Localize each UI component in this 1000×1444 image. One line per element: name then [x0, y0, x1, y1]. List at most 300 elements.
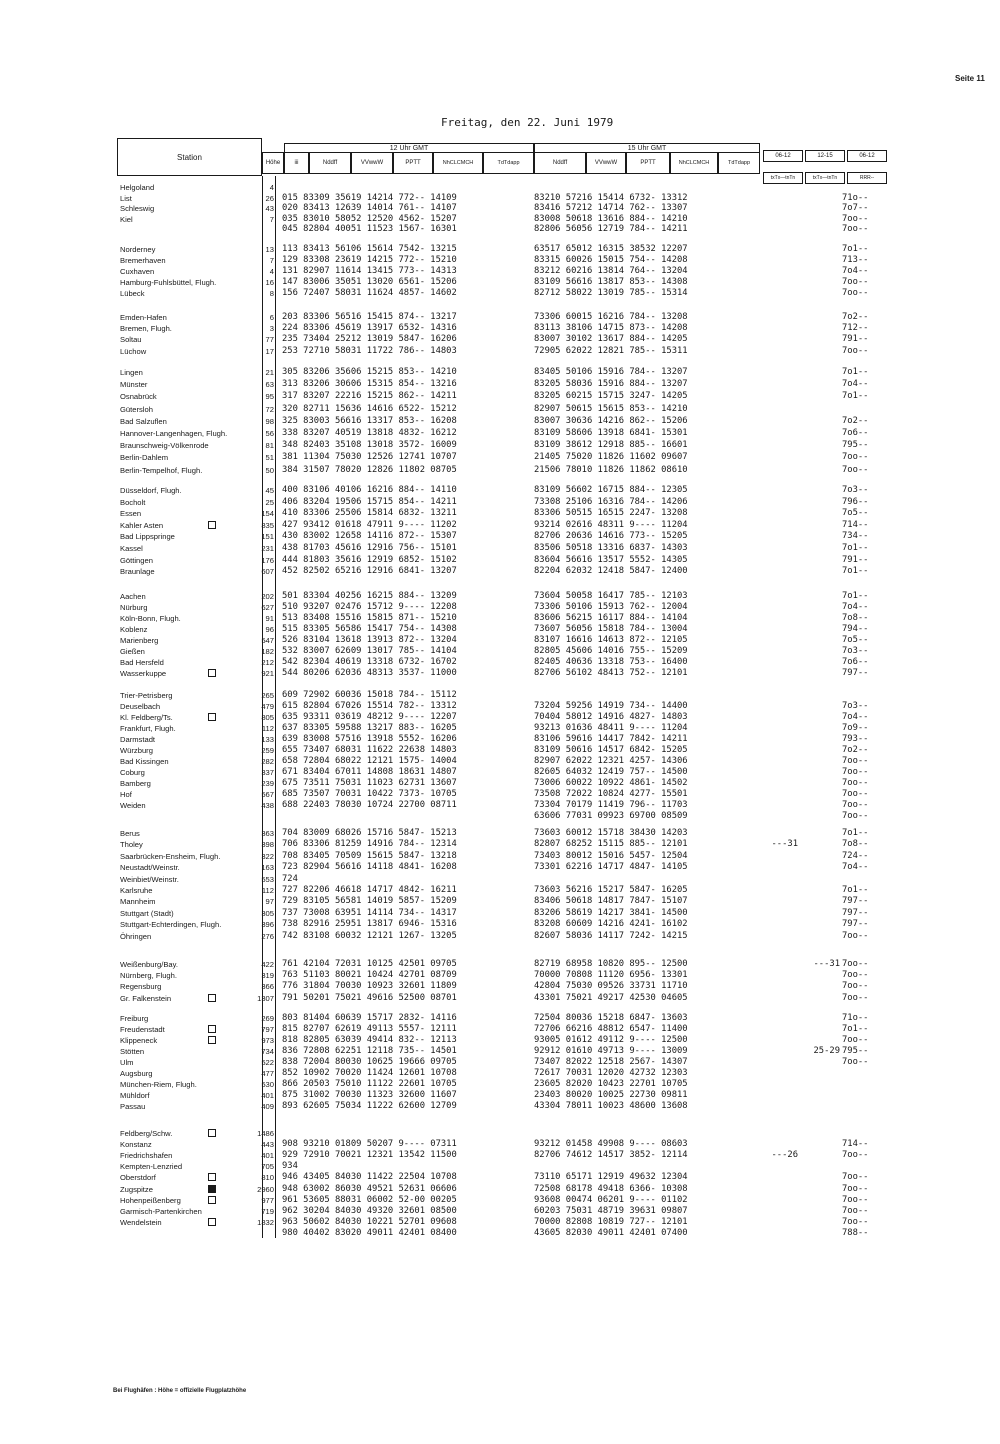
- cell-z: 714--: [842, 519, 869, 530]
- cell-z: 724--: [842, 850, 869, 861]
- cell-name: Emden-Hafen: [120, 313, 167, 322]
- table-row: [0, 1057, 1000, 1068]
- cell-name: Göttingen: [120, 555, 153, 565]
- cell-name: Öhringen: [120, 931, 152, 941]
- cell-obs15: 93214 02616 48311 9---- 11204: [534, 519, 688, 530]
- cell-name: Coburg: [120, 768, 145, 777]
- cell-name: Gütersloh: [120, 404, 153, 414]
- cell-obs15: 73301 62216 14717 4847- 14105: [534, 862, 688, 873]
- cell-obs15: 83210 57216 15414 6732- 13312: [534, 192, 688, 203]
- cell-obs15: 70000 82808 10819 727-- 12101: [534, 1216, 688, 1227]
- cell-obs12: 203 83306 56516 15415 874-- 13217: [282, 312, 457, 322]
- cell-height: 282: [261, 757, 274, 766]
- cell-name: Norderney: [120, 245, 156, 254]
- cell-name: Friedrichshafen: [120, 1151, 173, 1161]
- cell-obs12: 776 31804 70030 10923 32601 11809: [282, 981, 457, 992]
- cell-height: 96: [265, 625, 274, 634]
- cell-z: 7oo--: [842, 789, 869, 799]
- table-row: [0, 668, 1000, 679]
- cell-obs12: 836 72808 62251 12118 735-- 14501: [282, 1046, 457, 1056]
- cell-obs12: 384 31507 78020 12826 11802 08705: [282, 464, 457, 475]
- cell-height: 2960: [257, 1184, 274, 1194]
- cell-obs12: 313 83206 30606 15315 854-- 13216: [282, 379, 457, 390]
- cell-name: Mannheim: [120, 897, 156, 907]
- cell-name: Wasserkuppe: [120, 669, 167, 678]
- cell-obs12: 838 72004 80030 10625 19666 09705: [282, 1057, 457, 1067]
- cell-height: 17: [265, 346, 274, 356]
- cell-height: 396: [261, 920, 274, 930]
- cell-obs15: 83113 38106 14715 873-- 14208: [534, 323, 688, 334]
- cell-z: 7o1--: [842, 543, 869, 553]
- cell-height: 553: [261, 874, 274, 884]
- cell-obs12: 675 73511 75031 11023 62731 13607: [282, 778, 457, 788]
- cell-name: Deuselbach: [120, 702, 161, 711]
- cell-z: 7o5--: [842, 508, 869, 519]
- cell-name: Düsseldorf, Flugh.: [120, 486, 182, 495]
- cell-z: 7oo--: [842, 1205, 869, 1216]
- open-square-icon: [208, 1036, 216, 1044]
- cell-z: 797--: [842, 907, 869, 918]
- cell-height: 16: [265, 278, 274, 287]
- table-row: [0, 224, 1000, 235]
- table-row: [0, 896, 1000, 907]
- col-12-vvwww: VVwwW: [351, 152, 393, 174]
- cell-name: Essen: [120, 509, 142, 519]
- cell-name: Berlin-Dahlem: [120, 453, 169, 463]
- cell-obs12: 688 22403 78030 10724 22700 08711: [282, 800, 457, 810]
- table-row: [0, 862, 1000, 873]
- cell-obs15: 42804 75030 09526 33731 11710: [534, 981, 688, 992]
- cell-obs15: 82907 50615 15615 853-- 14210: [534, 403, 688, 414]
- cell-name: Garmisch-Partenkirchen: [120, 1206, 202, 1216]
- cell-obs15: 21506 78010 11826 11862 08610: [534, 464, 688, 475]
- cell-obs12: 515 83305 56586 15417 754-- 14308: [282, 624, 457, 634]
- cell-obs15: 23403 80020 10025 22730 09811: [534, 1090, 688, 1100]
- cell-obs12: 542 82304 40619 13318 6732- 16702: [282, 657, 457, 667]
- cell-z: 7oo--: [842, 767, 869, 777]
- cell-height: 56: [265, 429, 274, 438]
- cell-z: 7o6--: [842, 428, 869, 438]
- cell-name: Köln-Bonn, Flugh.: [120, 614, 181, 623]
- cell-obs12: 961 53605 88031 06002 52-00 00205: [282, 1194, 457, 1205]
- extra-bottom-1: txTx—tnTn: [763, 172, 803, 184]
- cell-height: 322: [261, 851, 274, 861]
- cell-z: 7o1--: [842, 566, 869, 577]
- cell-obs12: 338 83207 40519 13818 4832- 16212: [282, 428, 457, 438]
- cell-obs15: 93213 01636 48411 9---- 11204: [534, 723, 688, 733]
- cell-height: 133: [261, 735, 274, 744]
- col-15-dewpoint: TdTdapp: [718, 152, 760, 174]
- cell-z: 7o3--: [842, 701, 869, 711]
- cell-x: ---31: [771, 839, 798, 850]
- cell-height: 4: [269, 267, 274, 276]
- cell-obs12: 348 82403 35108 13018 3572- 16009: [282, 440, 457, 451]
- cell-y: 25-29: [813, 1046, 840, 1056]
- cell-obs15: 43605 82030 49011 42401 07400: [534, 1227, 688, 1238]
- cell-z: 7o9--: [842, 723, 869, 733]
- table-row: [0, 416, 1000, 427]
- cell-obs12: 526 83104 13618 13913 872-- 13204: [282, 635, 457, 645]
- cell-obs15: 83205 60215 15715 3247- 14205: [534, 391, 688, 402]
- cell-name: Schleswig: [120, 204, 155, 214]
- cell-obs12: 452 82502 65216 12916 6841- 13207: [282, 566, 457, 577]
- cell-obs15: 83606 56215 16117 884-- 14104: [534, 613, 688, 623]
- cell-height: 398: [261, 840, 274, 850]
- table-row: [0, 908, 1000, 919]
- cell-obs15: 93608 00474 06201 9---- 01102: [534, 1194, 688, 1205]
- cell-z: 7oo--: [842, 992, 869, 1003]
- table-row: [0, 993, 1000, 1004]
- cell-obs15: 83007 30636 14216 862-- 15206: [534, 415, 688, 426]
- cell-obs15: 73607 56056 15818 784-- 13004: [534, 624, 688, 634]
- cell-z: 7oo--: [842, 345, 869, 356]
- table-row: [0, 1228, 1000, 1239]
- extra-top-2: 12-15: [805, 150, 845, 162]
- cell-obs12: 704 83009 68026 15716 5847- 15213: [282, 828, 457, 838]
- cell-obs12: 639 83008 57516 13918 5552- 16206: [282, 734, 457, 744]
- cell-name: Marienberg: [120, 636, 159, 645]
- cell-obs15: 82706 20636 14616 773-- 15205: [534, 531, 688, 542]
- filled-square-icon: [208, 1185, 216, 1193]
- cell-obs15: 73508 72022 10824 4277- 15501: [534, 789, 688, 799]
- cell-obs15: 73403 80012 15016 5457- 12504: [534, 850, 688, 861]
- cell-name: Regensburg: [120, 982, 162, 992]
- cell-height: 98: [265, 416, 274, 426]
- cell-obs15: 73407 82022 12518 2567- 14307: [534, 1057, 688, 1067]
- cell-height: 1486: [257, 1129, 274, 1138]
- cell-height: 810: [261, 1173, 274, 1183]
- cell-height: 43: [265, 204, 274, 214]
- cell-obs12: 948 63002 86030 49521 52631 06606: [282, 1183, 457, 1194]
- cell-name: Gießen: [120, 647, 145, 656]
- cell-name: Bad Kissingen: [120, 757, 169, 766]
- cell-obs12: 962 30204 84030 49320 32601 08500: [282, 1205, 457, 1216]
- table-row: [0, 851, 1000, 862]
- cell-z: 7o7--: [842, 203, 869, 214]
- cell-obs15: 83506 50518 13316 6837- 14303: [534, 543, 688, 553]
- header-12-gmt: 12 Uhr GMT: [284, 143, 534, 153]
- table-row: [0, 428, 1000, 439]
- cell-z: 7o4--: [842, 602, 869, 612]
- cell-obs12: 742 83108 60032 12121 1267- 13205: [282, 930, 457, 941]
- cell-z: 7oo--: [842, 778, 869, 788]
- open-square-icon: [208, 1173, 216, 1181]
- cell-name: Aachen: [120, 592, 146, 601]
- cell-z: 7oo--: [842, 970, 869, 981]
- cell-z: 7o2--: [842, 312, 869, 322]
- cell-obs12: 147 83006 35051 13020 6561- 15206: [282, 277, 457, 287]
- cell-z: 7oo--: [842, 224, 869, 235]
- cell-z: 7oo--: [842, 1057, 869, 1067]
- cell-obs15: 82907 62022 12321 4257- 14306: [534, 756, 688, 766]
- cell-z: 7o2--: [842, 415, 869, 426]
- cell-z: 7o3--: [842, 485, 869, 495]
- cell-name: Saarbrücken-Ensheim, Flugh.: [120, 851, 221, 861]
- cell-height: 239: [261, 779, 274, 788]
- cell-obs12: 156 72407 58031 11624 4857- 14602: [282, 288, 457, 298]
- cell-obs12: 724: [282, 873, 298, 884]
- col-12-pptt: PPTT: [393, 152, 433, 174]
- cell-name: Nürnberg, Flugh.: [120, 971, 177, 981]
- cell-height: 477: [261, 1069, 274, 1078]
- cell-obs12: 852 10902 70020 11424 12601 10708: [282, 1068, 457, 1078]
- cell-height: 479: [261, 702, 274, 711]
- cell-height: 805: [261, 713, 274, 722]
- cell-name: Kiel: [120, 214, 133, 224]
- cell-height: 151: [261, 532, 274, 542]
- cell-z: 7o4--: [842, 379, 869, 390]
- cell-obs12: 224 83306 45619 13917 6532- 14316: [282, 323, 457, 334]
- cell-obs12: 320 82711 15636 14616 6522- 15212: [282, 403, 457, 414]
- cell-height: 567: [261, 790, 274, 799]
- table-row: [0, 885, 1000, 896]
- cell-height: 212: [261, 658, 274, 667]
- cell-height: 797: [261, 1025, 274, 1034]
- cell-height: 973: [261, 1036, 274, 1045]
- cell-obs12: 815 82707 62619 49113 5557- 12111: [282, 1024, 457, 1034]
- cell-obs12: 875 31002 70030 11323 32600 11607: [282, 1090, 457, 1100]
- cell-obs15: 23605 82020 10423 22701 10705: [534, 1079, 688, 1089]
- cell-name: Lübeck: [120, 289, 145, 298]
- cell-name: Berlin-Tempelhof, Flugh.: [120, 465, 203, 475]
- cell-height: 319: [261, 971, 274, 981]
- cell-height: 7: [269, 256, 274, 265]
- cell-obs12: 131 82907 11614 13415 773-- 14313: [282, 266, 457, 276]
- cell-name: Bad Hersfeld: [120, 658, 164, 667]
- cell-obs12: 934: [282, 1161, 298, 1172]
- cell-obs12: 400 83106 40106 16216 884-- 14110: [282, 485, 457, 495]
- cell-height: 607: [261, 567, 274, 577]
- table-row: [0, 839, 1000, 850]
- cell-height: 6: [269, 313, 274, 322]
- cell-height: 63: [265, 380, 274, 390]
- cell-name: Konstanz: [120, 1140, 152, 1150]
- cell-obs15: 72504 80036 15218 6847- 13603: [534, 1013, 688, 1023]
- cell-height: 3: [269, 324, 274, 334]
- cell-height: 45: [265, 486, 274, 495]
- open-square-icon: [208, 521, 216, 529]
- cell-height: 269: [261, 1014, 274, 1023]
- cell-name: Freudenstadt: [120, 1025, 165, 1034]
- cell-height: 202: [261, 592, 274, 601]
- cell-z: 7o4--: [842, 862, 869, 873]
- cell-name: Weinbiet/Weinstr.: [120, 874, 179, 884]
- cell-name: Bamberg: [120, 779, 151, 788]
- cell-height: 305: [261, 908, 274, 918]
- col-15-clouds: NhCLCMCH: [670, 152, 718, 174]
- cell-z: 7o1--: [842, 391, 869, 402]
- cell-z: 712--: [842, 323, 869, 334]
- cell-name: Frankfurt, Flugh.: [120, 724, 176, 733]
- cell-obs15: 83416 57212 14714 762-- 13307: [534, 203, 688, 214]
- table-row: [0, 566, 1000, 577]
- cell-z: 7oo--: [842, 1216, 869, 1227]
- cell-name: Hof: [120, 790, 132, 799]
- cell-obs12: 946 43405 84030 11422 22504 10708: [282, 1172, 457, 1183]
- cell-z: 797--: [842, 919, 869, 930]
- cell-height: 1832: [257, 1217, 274, 1227]
- cell-name: Hamburg-Fuhlsbüttel, Flugh.: [120, 278, 217, 287]
- cell-name: Bremen, Flugh.: [120, 324, 172, 334]
- cell-name: Gr. Falkenstein: [120, 993, 172, 1003]
- table-row: [0, 1101, 1000, 1112]
- table-row: [0, 531, 1000, 542]
- table-row: [0, 555, 1000, 566]
- cell-height: 21: [265, 368, 274, 377]
- cell-name: Bad Salzuflen: [120, 416, 167, 426]
- cell-obs12: 430 83002 12658 14116 872-- 15307: [282, 531, 457, 542]
- table-row: [0, 1150, 1000, 1161]
- cell-obs15: 83109 38612 12918 885-- 16601: [534, 440, 688, 451]
- cell-height: 163: [261, 863, 274, 873]
- cell-height: 72: [265, 404, 274, 414]
- page-title: Freitag, den 22. Juni 1979: [441, 116, 614, 129]
- cell-obs15: 82405 40636 13318 753-- 16400: [534, 657, 688, 667]
- cell-z: 7oo--: [842, 1172, 869, 1183]
- cell-name: Augsburg: [120, 1069, 153, 1078]
- cell-obs15: 93005 01612 49112 9---- 12500: [534, 1035, 688, 1045]
- cell-z: 7o1--: [842, 828, 869, 838]
- col-15-vvwww: VVwwW: [586, 152, 626, 174]
- cell-z: 7oo--: [842, 1150, 869, 1161]
- cell-obs15: 63517 65012 16315 38532 12207: [534, 244, 688, 254]
- cell-name: Koblenz: [120, 625, 148, 634]
- cell-name: List: [120, 193, 132, 203]
- cell-height: 265: [261, 691, 274, 700]
- cell-height: 4: [269, 183, 274, 192]
- cell-name: Nürburg: [120, 603, 148, 612]
- open-square-icon: [208, 1218, 216, 1226]
- cell-height: 77: [265, 335, 274, 345]
- cell-obs12: 658 72804 68022 12121 1575- 14004: [282, 756, 457, 766]
- cell-z: 7o8--: [842, 613, 869, 623]
- cell-z: 71o--: [842, 192, 869, 203]
- table-row: [0, 919, 1000, 930]
- cell-obs12: 723 82904 56616 14118 4841- 16208: [282, 862, 457, 873]
- cell-z: 7o1--: [842, 367, 869, 377]
- cell-height: 409: [261, 1102, 274, 1111]
- cell-obs12: 510 93207 02476 15712 9---- 12208: [282, 602, 457, 612]
- cell-obs15: 73110 65171 12919 49632 12304: [534, 1172, 688, 1183]
- cell-obs12: 929 72910 70021 12321 13542 11500: [282, 1150, 457, 1161]
- table-row: [0, 367, 1000, 378]
- cell-obs15: 82706 56102 48413 752-- 12101: [534, 668, 688, 678]
- table-row: [0, 485, 1000, 496]
- cell-height: 401: [261, 1151, 274, 1161]
- cell-obs15: 83109 56602 16715 884-- 12305: [534, 485, 688, 495]
- station-header: Station: [117, 138, 262, 176]
- cell-height: 835: [261, 520, 274, 530]
- open-square-icon: [208, 713, 216, 721]
- cell-z: 795--: [842, 1046, 869, 1056]
- cell-obs15: 73306 50106 15913 762-- 12004: [534, 602, 688, 612]
- cell-name: Münster: [120, 380, 148, 390]
- cell-obs15: 82204 62032 12418 5847- 12400: [534, 566, 688, 577]
- cell-name: Tholey: [120, 840, 143, 850]
- cell-height: 547: [261, 636, 274, 645]
- cell-obs15: 83604 56616 13517 5552- 14305: [534, 554, 688, 565]
- table-row: [0, 1079, 1000, 1090]
- cell-obs15: 82712 58022 13019 785-- 15314: [534, 288, 688, 298]
- cell-obs15: 83109 50616 14517 6842- 15205: [534, 745, 688, 755]
- cell-name: Zugspitze: [120, 1184, 153, 1194]
- cell-obs12: 671 83404 67011 14808 18631 14807: [282, 767, 457, 777]
- cell-y: ---31: [813, 959, 840, 969]
- cell-obs12: 893 62605 75034 11222 62600 12709: [282, 1101, 457, 1111]
- table-row: [0, 379, 1000, 390]
- cell-obs12: 980 40402 83020 49011 42401 08400: [282, 1227, 457, 1238]
- cell-height: 25: [265, 497, 274, 507]
- cell-obs15: 93212 01458 49908 9---- 08603: [534, 1139, 688, 1150]
- cell-z: 7oo--: [842, 464, 869, 475]
- open-square-icon: [208, 994, 216, 1002]
- cell-obs12: 803 81404 60639 15717 2832- 14116: [282, 1013, 457, 1023]
- cell-obs15: 70404 58012 14916 4827- 14803: [534, 712, 688, 722]
- cell-obs12: 738 82916 25951 13817 6946- 15316: [282, 919, 457, 930]
- cell-obs12: 406 83204 19506 15715 854-- 14211: [282, 496, 457, 507]
- cell-obs12: 501 83304 40256 16215 884-- 13209: [282, 591, 457, 601]
- cell-height: 705: [261, 1162, 274, 1172]
- cell-obs15: 60203 75031 48719 39631 09807: [534, 1205, 688, 1216]
- cell-name: Stötten: [120, 1047, 145, 1056]
- cell-z: 791--: [842, 554, 869, 565]
- cell-obs15: 83208 60609 14216 4241- 16102: [534, 919, 688, 930]
- cell-obs12: 381 11304 75030 12526 12741 10707: [282, 452, 457, 463]
- cell-z: 7o6--: [842, 657, 869, 667]
- cell-obs12: 908 93210 01809 50207 9---- 07311: [282, 1139, 457, 1150]
- open-square-icon: [208, 1025, 216, 1033]
- cell-name: Bad Lippspringe: [120, 532, 175, 542]
- cell-name: Braunlage: [120, 567, 155, 577]
- cell-obs12: 253 72710 58031 11722 786-- 14803: [282, 345, 457, 356]
- table-row: [0, 440, 1000, 451]
- table-row: [0, 452, 1000, 463]
- cell-obs12: 305 83206 35606 15215 853-- 14210: [282, 367, 457, 377]
- table-row: [0, 1068, 1000, 1079]
- cell-obs12: 706 83306 81259 14916 784-- 12314: [282, 839, 457, 850]
- cell-obs15: 82607 58036 14117 7242- 14215: [534, 930, 688, 941]
- cell-obs12: 655 73407 68031 11622 22638 14803: [282, 745, 457, 755]
- cell-height: 176: [261, 555, 274, 565]
- cell-obs15: 82807 68252 15115 885-- 12101: [534, 839, 688, 850]
- cell-height: 977: [261, 1195, 274, 1205]
- cell-obs15: 83315 60026 15015 754-- 14208: [534, 255, 688, 265]
- cell-obs15: 83206 58619 14217 3841- 14500: [534, 907, 688, 918]
- cell-z: 7oo--: [842, 1183, 869, 1194]
- cell-obs12: 708 83405 70509 15615 5847- 13218: [282, 850, 457, 861]
- table-row: [0, 520, 1000, 531]
- cell-z: 7oo--: [842, 1035, 869, 1045]
- cell-name: Weiden: [120, 801, 146, 810]
- table-row: [0, 288, 1000, 299]
- cell-obs12: 635 93311 03619 48212 9---- 12207: [282, 712, 457, 722]
- cell-z: 71o--: [842, 1013, 869, 1023]
- cell-name: Freiburg: [120, 1014, 149, 1023]
- cell-name: Soltau: [120, 335, 142, 345]
- cell-height: 337: [261, 768, 274, 777]
- cell-height: 276: [261, 931, 274, 941]
- cell-height: 97: [265, 897, 274, 907]
- cell-height: 112: [261, 886, 274, 895]
- cell-height: 51: [265, 453, 274, 463]
- cell-obs12: 317 83207 22216 15215 862-- 14211: [282, 391, 457, 402]
- cell-obs12: 438 81703 45616 12916 756-- 15101: [282, 543, 457, 553]
- cell-obs15: 82805 45606 14016 755-- 15209: [534, 646, 688, 656]
- cell-z: 7oo--: [842, 800, 869, 810]
- cell-obs12: 818 82805 63039 49414 832-- 12113: [282, 1035, 457, 1045]
- cell-name: Lingen: [120, 368, 143, 377]
- header-15-gmt: 15 Uhr GMT: [534, 143, 760, 153]
